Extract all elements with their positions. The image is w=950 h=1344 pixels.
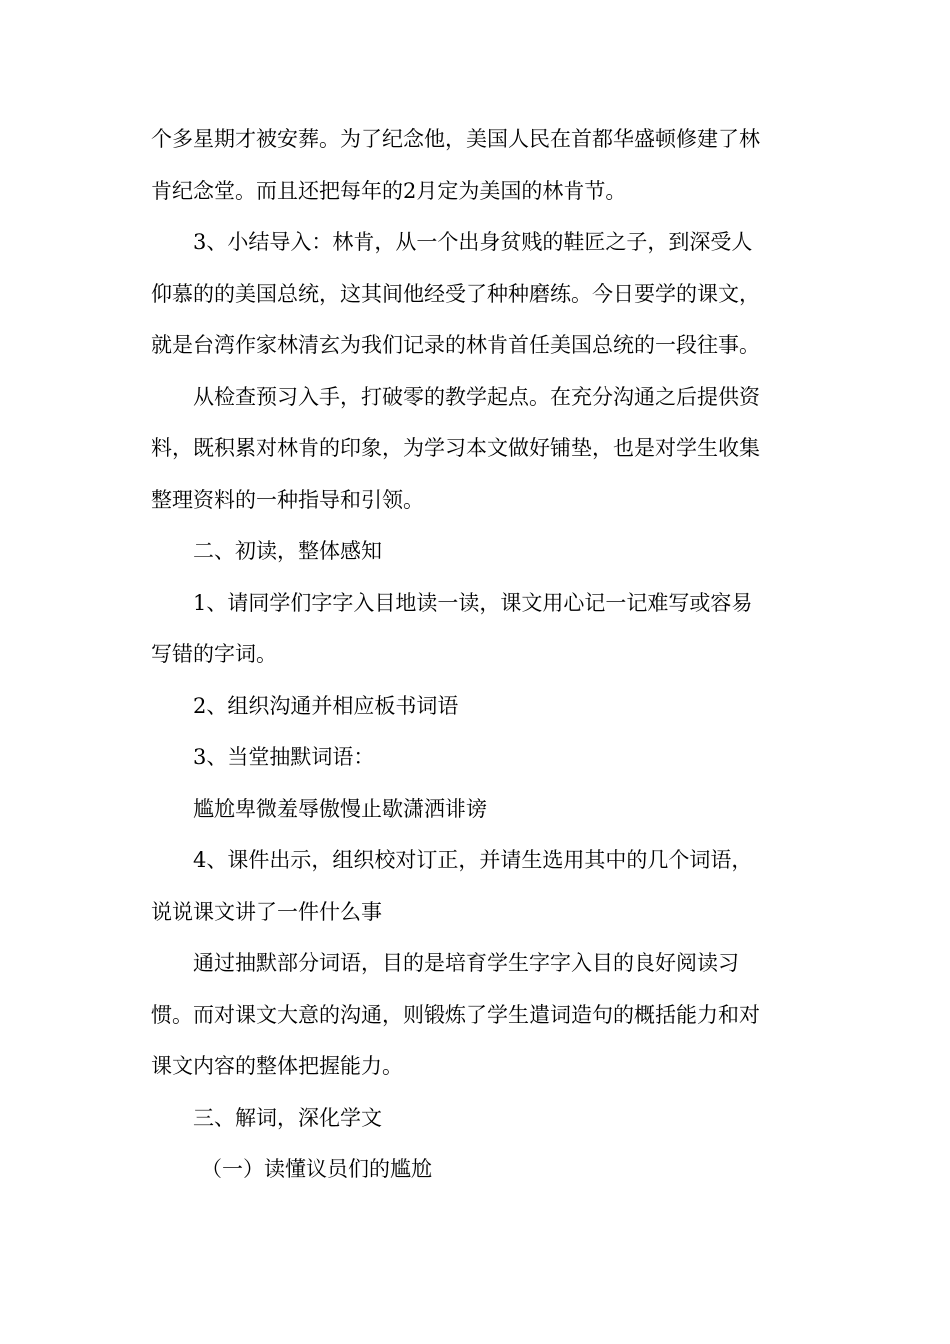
text-line: 料，既积累对林肯的印象，为学习本文做好铺垫，也是对学生收集 (151, 436, 760, 460)
paragraph-line: 通过抽默部分词语，目的是培育学生字字入目的良好阅读习 (193, 951, 739, 975)
paragraph-line: 2、组织沟通并相应板书词语 (193, 693, 459, 718)
text-line: 惯。而对课文大意的沟通，则锻炼了学生遣词造句的概括能力和对 (151, 1002, 760, 1027)
word-list: 尴尬卑微羞辱傲慢止歇潇洒诽谤 (193, 796, 487, 821)
paragraph-line: 4、课件出示，组织校对订正，并请生选用其中的几个词语， (193, 848, 753, 872)
section-heading: 二、初读，整体感知 (193, 539, 382, 563)
paragraph-line: 从检查预习入手，打破零的教学起点。在充分沟通之后提供资 (193, 384, 760, 409)
paragraph-line: 3、小结导入：林肯，从一个出身贫贱的鞋匠之子，到深受人 (193, 230, 753, 254)
text-line: 写错的字词。 (151, 642, 277, 666)
text-line: 仰慕的的美国总统，这其间他经受了种种磨练。今日要学的课文， (151, 281, 760, 306)
text-line: 肯纪念堂。而且还把每年的2月定为美国的林肯节。 (151, 178, 627, 203)
paragraph-line: 3、当堂抽默词语： (193, 745, 375, 769)
document-body (151, 114, 801, 1196)
section-heading: 三、解词，深化学文 (193, 1105, 382, 1130)
subsection-heading: （一）读懂议员们的尴尬 (201, 1157, 432, 1181)
text-line: 说说课文讲了一件什么事 (151, 899, 382, 924)
text-line: 整理资料的一种指导和引领。 (151, 487, 424, 512)
text-line: 课文内容的整体把握能力。 (151, 1054, 403, 1078)
text-line: 就是台湾作家林清玄为我们记录的林肯首任美国总统的一段往事。 (151, 333, 760, 357)
text-line: 个多星期才被安葬。为了纪念他，美国人民在首都华盛顿修建了林 (151, 127, 760, 151)
paragraph-line: 1、请同学们字字入目地读一读，课文用心记一记难写或容易 (193, 590, 753, 615)
